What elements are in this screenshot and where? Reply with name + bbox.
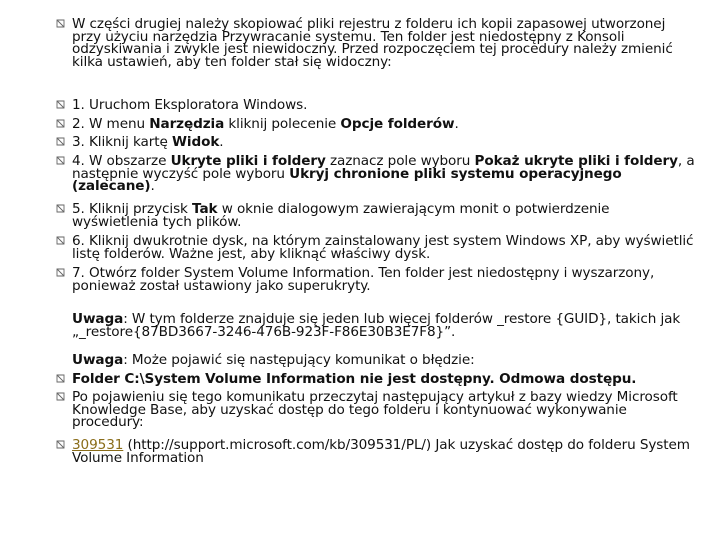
list-item-kb-text: [56, 391, 696, 429]
bullet-icon: [56, 392, 65, 401]
list-item-step-2: [56, 118, 696, 131]
bullet-icon: [56, 100, 65, 109]
bullet-icon: [56, 156, 65, 165]
step-7-text: 7. Otwórz folder System Volume Information. Ten folder jest niedostępny i wyszarzony, ponieważ został ustawiony jako superukryty.: [72, 265, 655, 294]
note-label: Uwaga: [72, 311, 124, 327]
step-1-text: 1. Uruchom Eksploratora Windows.: [72, 97, 308, 113]
kb-article-link[interactable]: 309531: [72, 437, 124, 453]
list-item-intro: [56, 18, 696, 68]
list-item-step-3: [56, 136, 696, 149]
step-6-text: 6. Kliknij dwukrotnie dysk, na którym zainstalowany jest system Windows XP, aby wyświetlić listę folderów. Ważne jest, aby kliknąć właściwy dysk.: [72, 233, 694, 262]
bullet-icon: [56, 374, 65, 383]
step-5-text: 5. Kliknij przycisk Tak w oknie dialogowym zawierającym monit o potwierdzenie wyświetlenia tych plików.: [72, 201, 610, 230]
bullet-icon: [56, 137, 65, 146]
kb-link-text: 309531 (http://support.microsoft.com/kb/309531/PL/) Jak uzyskać dostęp do folderu System Volume Information: [72, 437, 690, 466]
step-2-text: 2. W menu Narzędzia kliknij polecenie Opcje folderów.: [72, 116, 459, 132]
bullet-icon: [56, 268, 65, 277]
bullet-icon: [56, 19, 65, 28]
bullet-icon: [56, 119, 65, 128]
list-item-step-6: [56, 235, 696, 260]
error-text: Folder C:\System Volume Information nie jest dostępny. Odmowa dostępu.: [72, 371, 637, 387]
bullet-icon: [56, 440, 65, 449]
list-item-step-5: [56, 203, 696, 228]
list-item-step-4: [56, 155, 696, 193]
bullet-icon: [56, 204, 65, 213]
list-item-kb-link: [56, 439, 696, 464]
list-item-step-7: [56, 267, 696, 292]
kb-text: Po pojawieniu się tego komunikatu przeczytaj następujący artykuł z bazy wiedzy Microsoft Knowledge Base, aby uzyskać dostęp do tego folderu i kontynuować wykonywanie procedury:: [72, 389, 678, 430]
intro-text: W części drugiej należy skopiować pliki rejestru z folderu ich kopii zapasowej utworzonej przy użyciu narzędzia Przywracanie systemu. Ten folder jest niedostępny z Konsoli odzyskiwania i zwykle jest niewidoczny. Przed rozpoczęciem tej procedury należy zmienić kilka ustawień, aby ten folder stał się widoczny:: [72, 16, 673, 70]
step-3-text: 3. Kliknij kartę Widok.: [72, 134, 224, 150]
list-item-step-1: [56, 99, 696, 112]
note-error-message: Uwaga: Może pojawić się następujący komunikat o błędzie:: [72, 352, 475, 368]
bullet-icon: [56, 236, 65, 245]
step-4-text: 4. W obszarze Ukryte pliki i foldery zaznacz pole wyboru Pokaż ukryte pliki i foldery, a następnie wyczyść pole wyboru Ukryj chronione pliki systemu operacyjnego (zalecane).: [72, 153, 695, 194]
note-restore-folders: Uwaga: W tym folderze znajduje się jeden lub więcej folderów _restore {GUID}, takich jak „_restore{87BD3667-3246-476B-923F-F86E30B3E7F8}”.: [72, 311, 681, 340]
note-label: Uwaga: [72, 352, 124, 368]
list-item-error: [56, 373, 696, 386]
